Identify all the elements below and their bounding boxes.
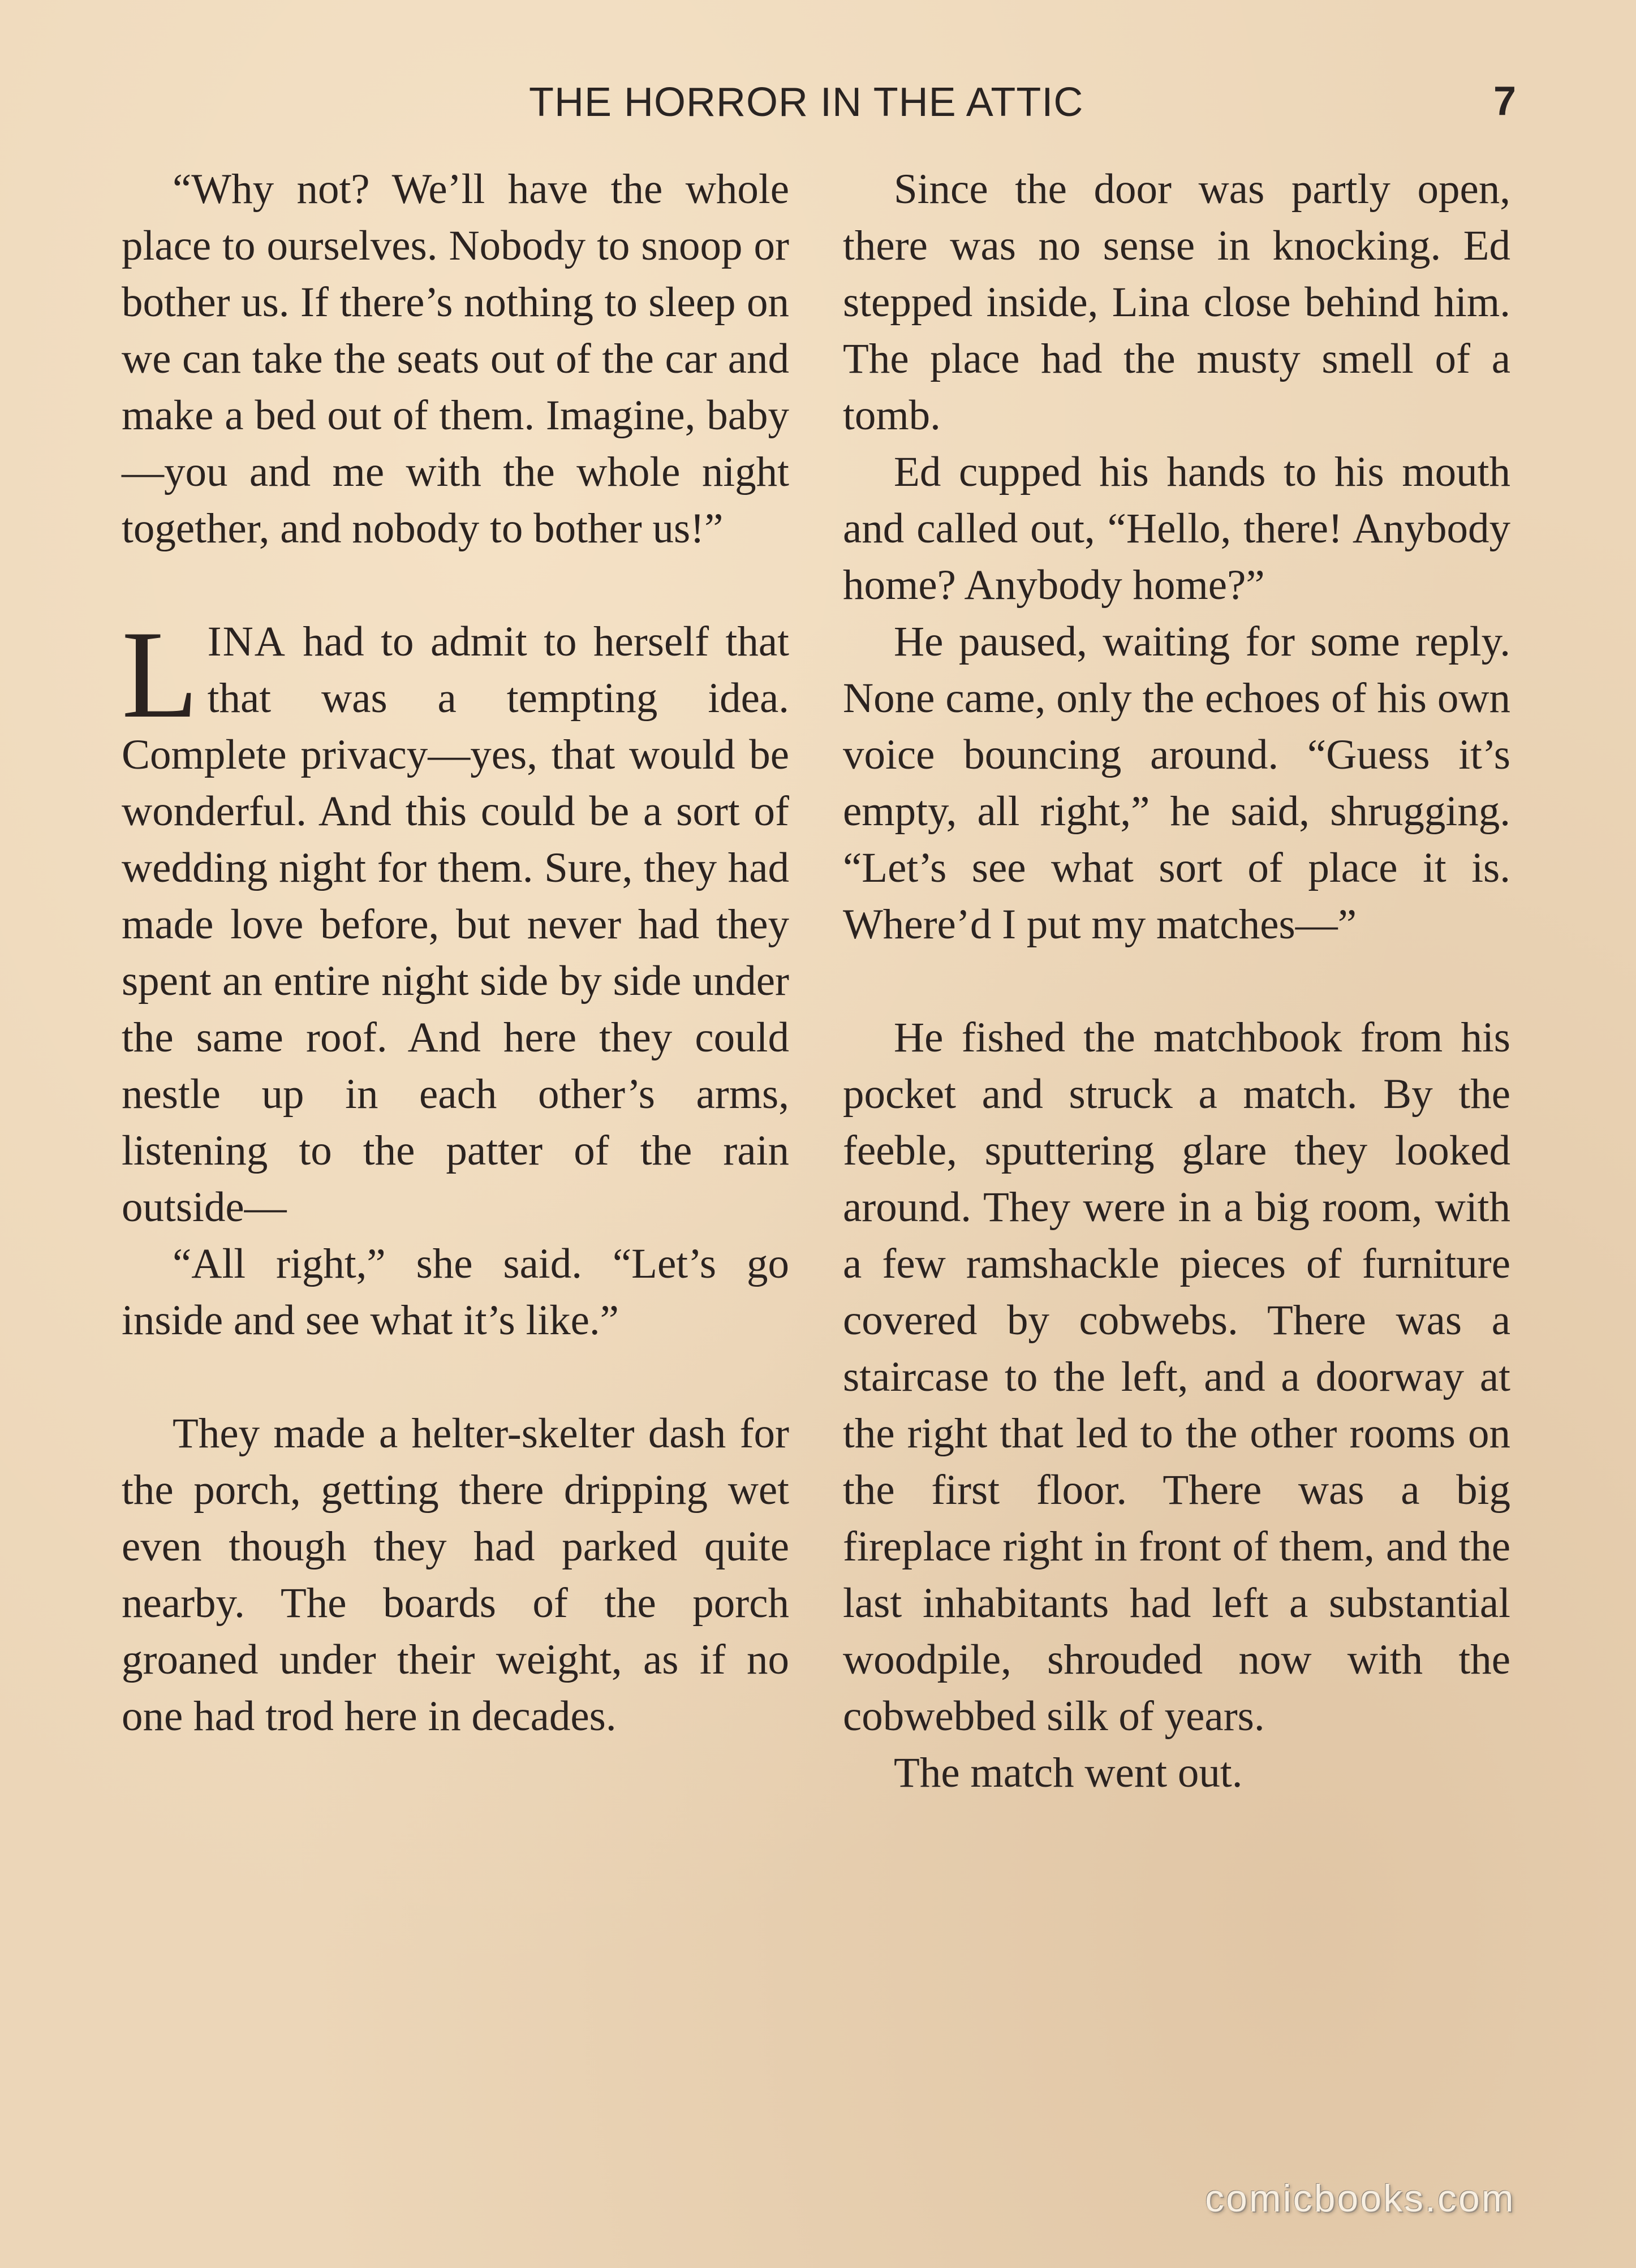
paragraph-text: had to admit to herself that that was a tempting idea. Complete privacy—yes, that would be wonderful. And this could be a sort of wedding night for them. Sure, they had made love before, but never had they spent an entire night side by side under the same roof. And here they could nestle up in each other’s arms, listening to the patter of the rain outside— — [122, 618, 789, 1231]
paragraph: Since the door was partly open, there was no sense in knocking. Ed stepped inside, Lina close behind him. The place had the musty smell of a tomb. — [843, 166, 1510, 439]
page-number: 7 — [1493, 79, 1517, 124]
paragraph: The match went out. — [894, 1749, 1243, 1796]
running-title: THE HORROR IN THE ATTIC — [529, 80, 1084, 125]
right-column — [843, 161, 1510, 1801]
left-column — [122, 161, 789, 1745]
drop-cap: L — [122, 605, 199, 744]
paragraph: He paused, waiting for some reply. None came, only the echoes of his own voice bouncing around. “Guess it’s empty, all right,” he said, shrugging. “Let’s see what sort of place it is. Where’d I put my matches—” — [843, 618, 1510, 948]
paragraph: They made a helter-skelter dash for the porch, getting there dripping wet even though they had parked quite nearby. The boards of the porch groaned under their weight, as if no one had trod here in decades. — [122, 1410, 789, 1740]
running-head — [0, 74, 1636, 130]
paragraph: “All right,” she said. “Let’s go inside and see what it’s like.” — [122, 1240, 789, 1344]
lead-in-caps: INA — [207, 618, 286, 665]
paragraph: He fished the matchbook from his pocket and struck a match. By the feeble, sputtering glare they looked around. They were in a big room, with a few ramshackle pieces of furniture covered by cobwebs. There was a staircase to the left, and a doorway at the right that led to the other rooms on the first floor. There was a big fireplace right in front of them, and the last inhabitants had left a substantial woodpile, shrouded now with the cobwebbed silk of years. — [843, 1014, 1510, 1740]
watermark: comicbooks.com — [1205, 2177, 1516, 2220]
paragraph: Ed cupped his hands to his mouth and called out, “Hello, there! Anybody home? Anybody home?” — [843, 449, 1510, 609]
paragraph-with-dropcap — [122, 605, 789, 1236]
paragraph: “Why not? We’ll have the whole place to ourselves. Nobody to snoop or bother us. If there’s nothing to sleep on we can take the seats out of the car and make a bed out of them. Imagine, baby—you and me with the whole night together, and nobody to bother us!” — [122, 166, 789, 552]
